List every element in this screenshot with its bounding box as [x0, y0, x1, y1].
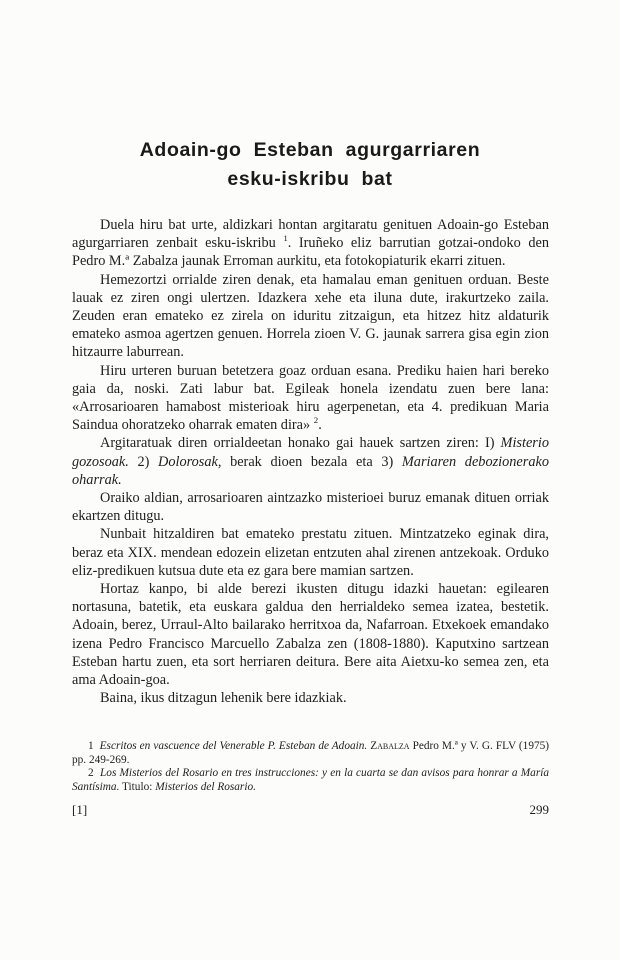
- page-number: 299: [529, 802, 549, 817]
- text-segment: Misterios del Rosario.: [155, 780, 256, 793]
- paragraph: [72, 271, 549, 362]
- footnote: [72, 740, 549, 767]
- article-body: [72, 216, 549, 707]
- text-segment: Argitaratuak diren orrialdeetan honako gai hauek sartzen ziren: I): [100, 435, 501, 452]
- text-segment: Hortaz kanpo, bi alde berezi ikusten ditugu idazki hauetan: egilearen nortasuna, batetik, eta euskara galdua den herrialdeko semea izatea, bestetik. Adoain, berez, Urraul-Alto bailarako herritxoa da, Nafarroan. Etxekoek emandako izena Pedro Francisco Marcuello Zabalza zen (1808-1880). Kaputxino sartzean Esteban hartu zuen, eta sort herriaren deitura. Bere aita Aietxu-ko semea zen, eta ama Adoain-goa.: [72, 581, 549, 689]
- paragraph: [72, 525, 549, 580]
- text-segment: 2): [128, 453, 158, 470]
- text-segment: Nunbait hitzaldiren bat emateko prestatu zituen. Mintzatzeko eginak dira, beraz eta XIX. mendean edozein elizetan entzuten ahal zirenen antzekoak. Orduko eliz-predikuen kutsua dute eta ez gara bere mamian sartzen.: [72, 526, 549, 579]
- text-segment: . Iruñeko eliz barrutian gotzai-ondoko den Pedro M.ª Zabalza jaunak Erroman aurkitu, eta fotokopiaturik ekarri zituen.: [72, 235, 550, 270]
- text-segment: 2: [313, 415, 319, 426]
- text-segment: Baina, ikus ditzagun lehenik bere idazkiak.: [100, 690, 347, 707]
- paragraph: [72, 689, 549, 707]
- page-title: [0, 136, 620, 194]
- footnotes-block: [72, 740, 549, 794]
- text-segment: Titulo:: [119, 780, 156, 793]
- text-segment: Duela hiru bat urte, aldizkari hontan argitaratu genituen Adoain-go Esteban agurgarriaren zenbait esku-iskribu: [72, 217, 549, 252]
- text-segment: Pedro M.ª y V. G. FLV (1975) pp. 249-269.: [72, 740, 550, 766]
- text-segment: Escritos en vascuence del Venerable P. Esteban de Adoain.: [99, 740, 368, 752]
- text-segment: Mariaren debozionerako oharrak.: [72, 453, 549, 488]
- text-segment: 1: [88, 740, 100, 752]
- paragraph: [72, 580, 549, 689]
- title-line-1: Adoain-go Esteban agurgarriaren: [139, 139, 481, 161]
- text-segment: 2: [88, 767, 101, 780]
- text-segment: Hemezortzi orrialde ziren denak, eta hamalau eman genituen orduan. Beste lauak ez ziren ongi ulertzen. Idazkera xehe eta iluna dute, irakurtzeko zaila. Zeuden eran emateko ez zirela on iduritu zitzaigun, eta hitzez hitz aldaturik emateko asmoa agertzen genuen. Horrela zioen V. G. jaunak sarrera gisa egin zion hitzaurre laburrean.: [72, 271, 549, 361]
- text-segment: Zabalza: [370, 740, 410, 752]
- folio-marker: [1]: [72, 802, 88, 817]
- text-segment: 1: [283, 233, 288, 244]
- page-footer: [72, 802, 549, 818]
- text-segment: .: [318, 417, 322, 434]
- paragraph: [72, 434, 549, 489]
- text-segment: Hiru urteren buruan betetzera goaz orduan esana. Prediku haien hari bereko gaia da, noski. Zati labur bat. Egileak honela izendatu zuen bere lana: «Arrosarioaren hamabost misterioak hiru agerpenetan, eta 4. predikuan Maria Saindua ohoratzeko oharrak ematen dira»: [72, 362, 549, 434]
- paragraph: [72, 489, 549, 525]
- text-segment: Dolorosak,: [158, 453, 222, 470]
- text-segment: Los Misterios del Rosario en tres instrucciones: y en la cuarta se dan avisos para honrar a María Santísima.: [72, 767, 550, 793]
- footnote: [72, 767, 549, 794]
- title-line-2: esku-iskribu bat: [227, 168, 393, 190]
- text-segment: berak dioen bezala eta 3): [221, 453, 402, 470]
- paragraph: [72, 216, 549, 271]
- text-segment: Misterio gozosoak.: [72, 435, 549, 470]
- text-segment: Oraiko aldian, arrosarioaren aintzazko misterioei buruz emanak dituen orriak ekartzen ditugu.: [72, 490, 549, 525]
- paragraph: [72, 362, 549, 435]
